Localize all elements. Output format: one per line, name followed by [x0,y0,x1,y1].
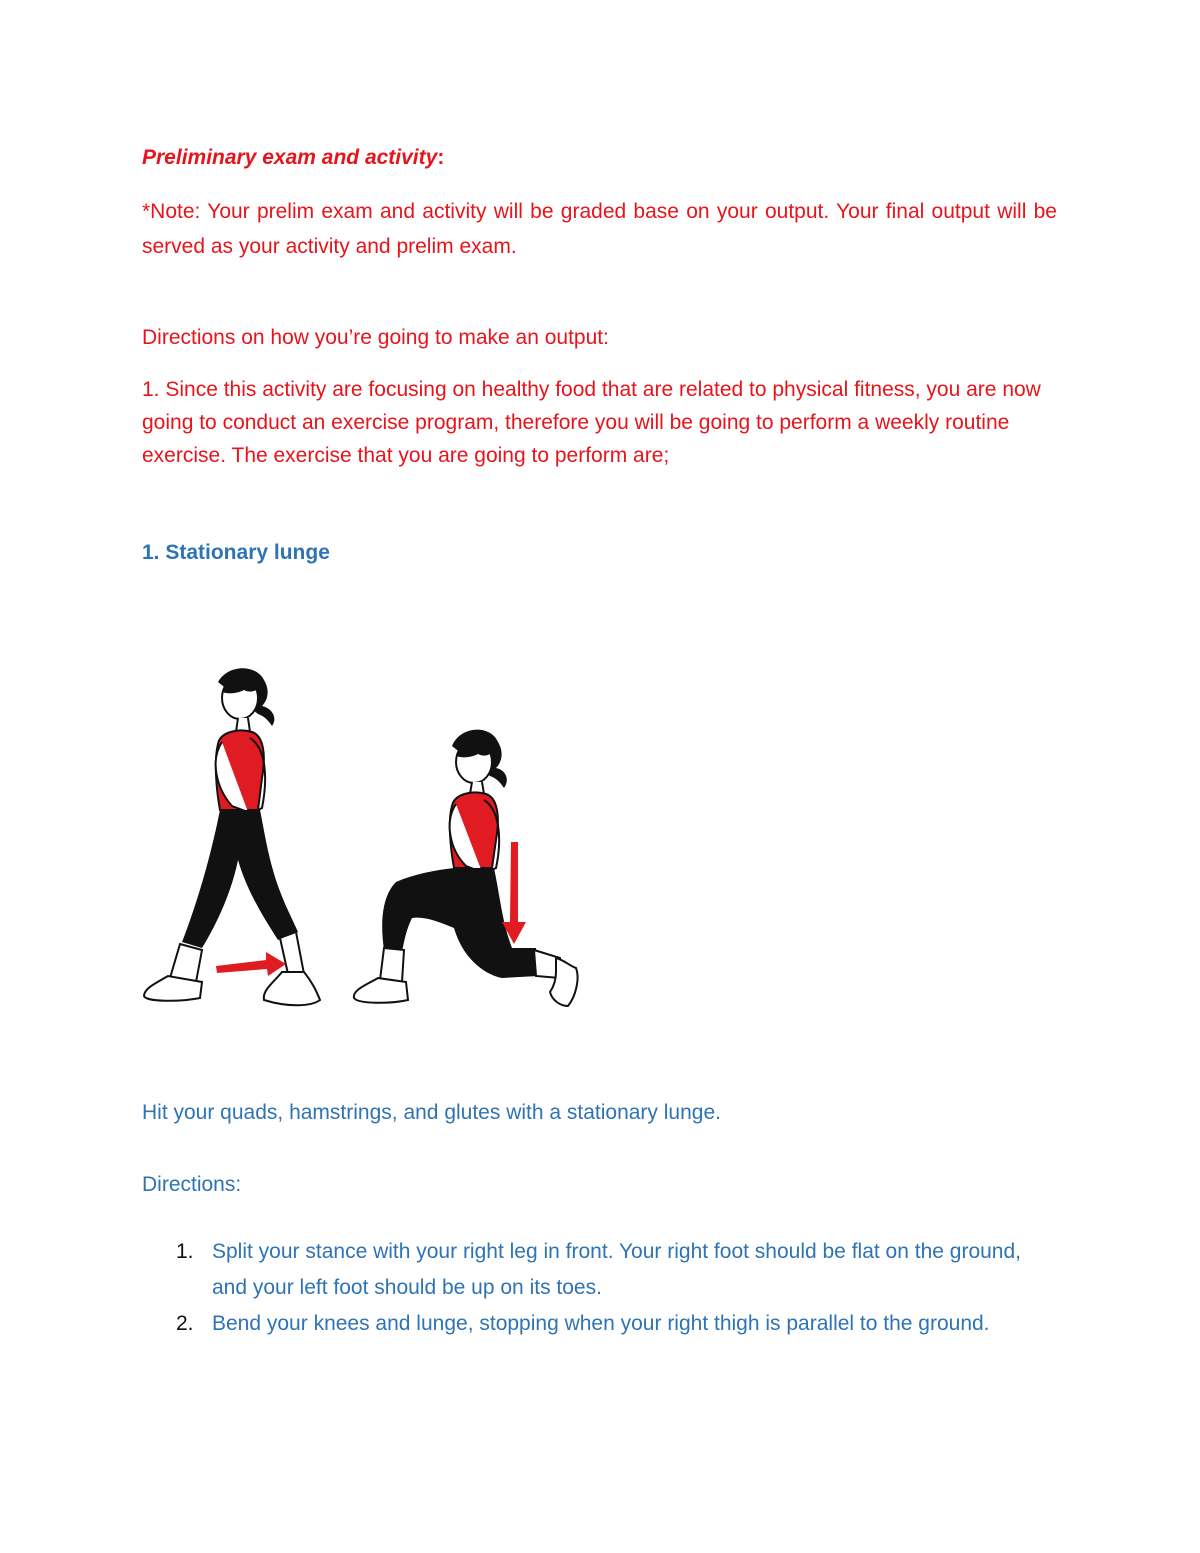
exercise-tagline: Hit your quads, hamstrings, and glutes with a stationary lunge. [142,1101,721,1124]
step-number: 1. [176,1240,194,1263]
activity-instruction: 1. Since this activity are focusing on healthy food that are related to physical fitness, you are now going to conduct an exercise program, therefore you will be going to perform a weekly routine exercise. The exercise that you are going to perform are; [142,378,1041,467]
standing-figure [144,668,320,1005]
step-text: Bend your knees and lunge, stopping when your right thigh is parallel to the ground. [212,1312,990,1335]
list-item [142,1306,1052,1342]
prelim-note: *Note: Your prelim exam and activity will be graded base on your output. Your final output will be served as your activity and prelim exam. [142,200,1057,258]
lunging-figure [354,730,578,1006]
directions-heading: Directions on how you’re going to make an output: [142,326,609,349]
list-item [142,1234,1052,1306]
exercise-title: 1. Stationary lunge [142,541,330,564]
directions-list [142,1234,1052,1342]
step-forward-arrow [216,952,286,976]
step-text: Split your stance with your right leg in front. Your right foot should be flat on the ground, and your left foot should be up on its toes. [212,1240,1021,1299]
page-title [142,146,444,170]
step-number: 2. [176,1312,194,1335]
stationary-lunge-illustration [140,660,585,1015]
directions-label: Directions: [142,1173,242,1196]
page-title-text: Preliminary exam and activity [142,146,438,169]
page-title-colon: : [437,146,445,169]
